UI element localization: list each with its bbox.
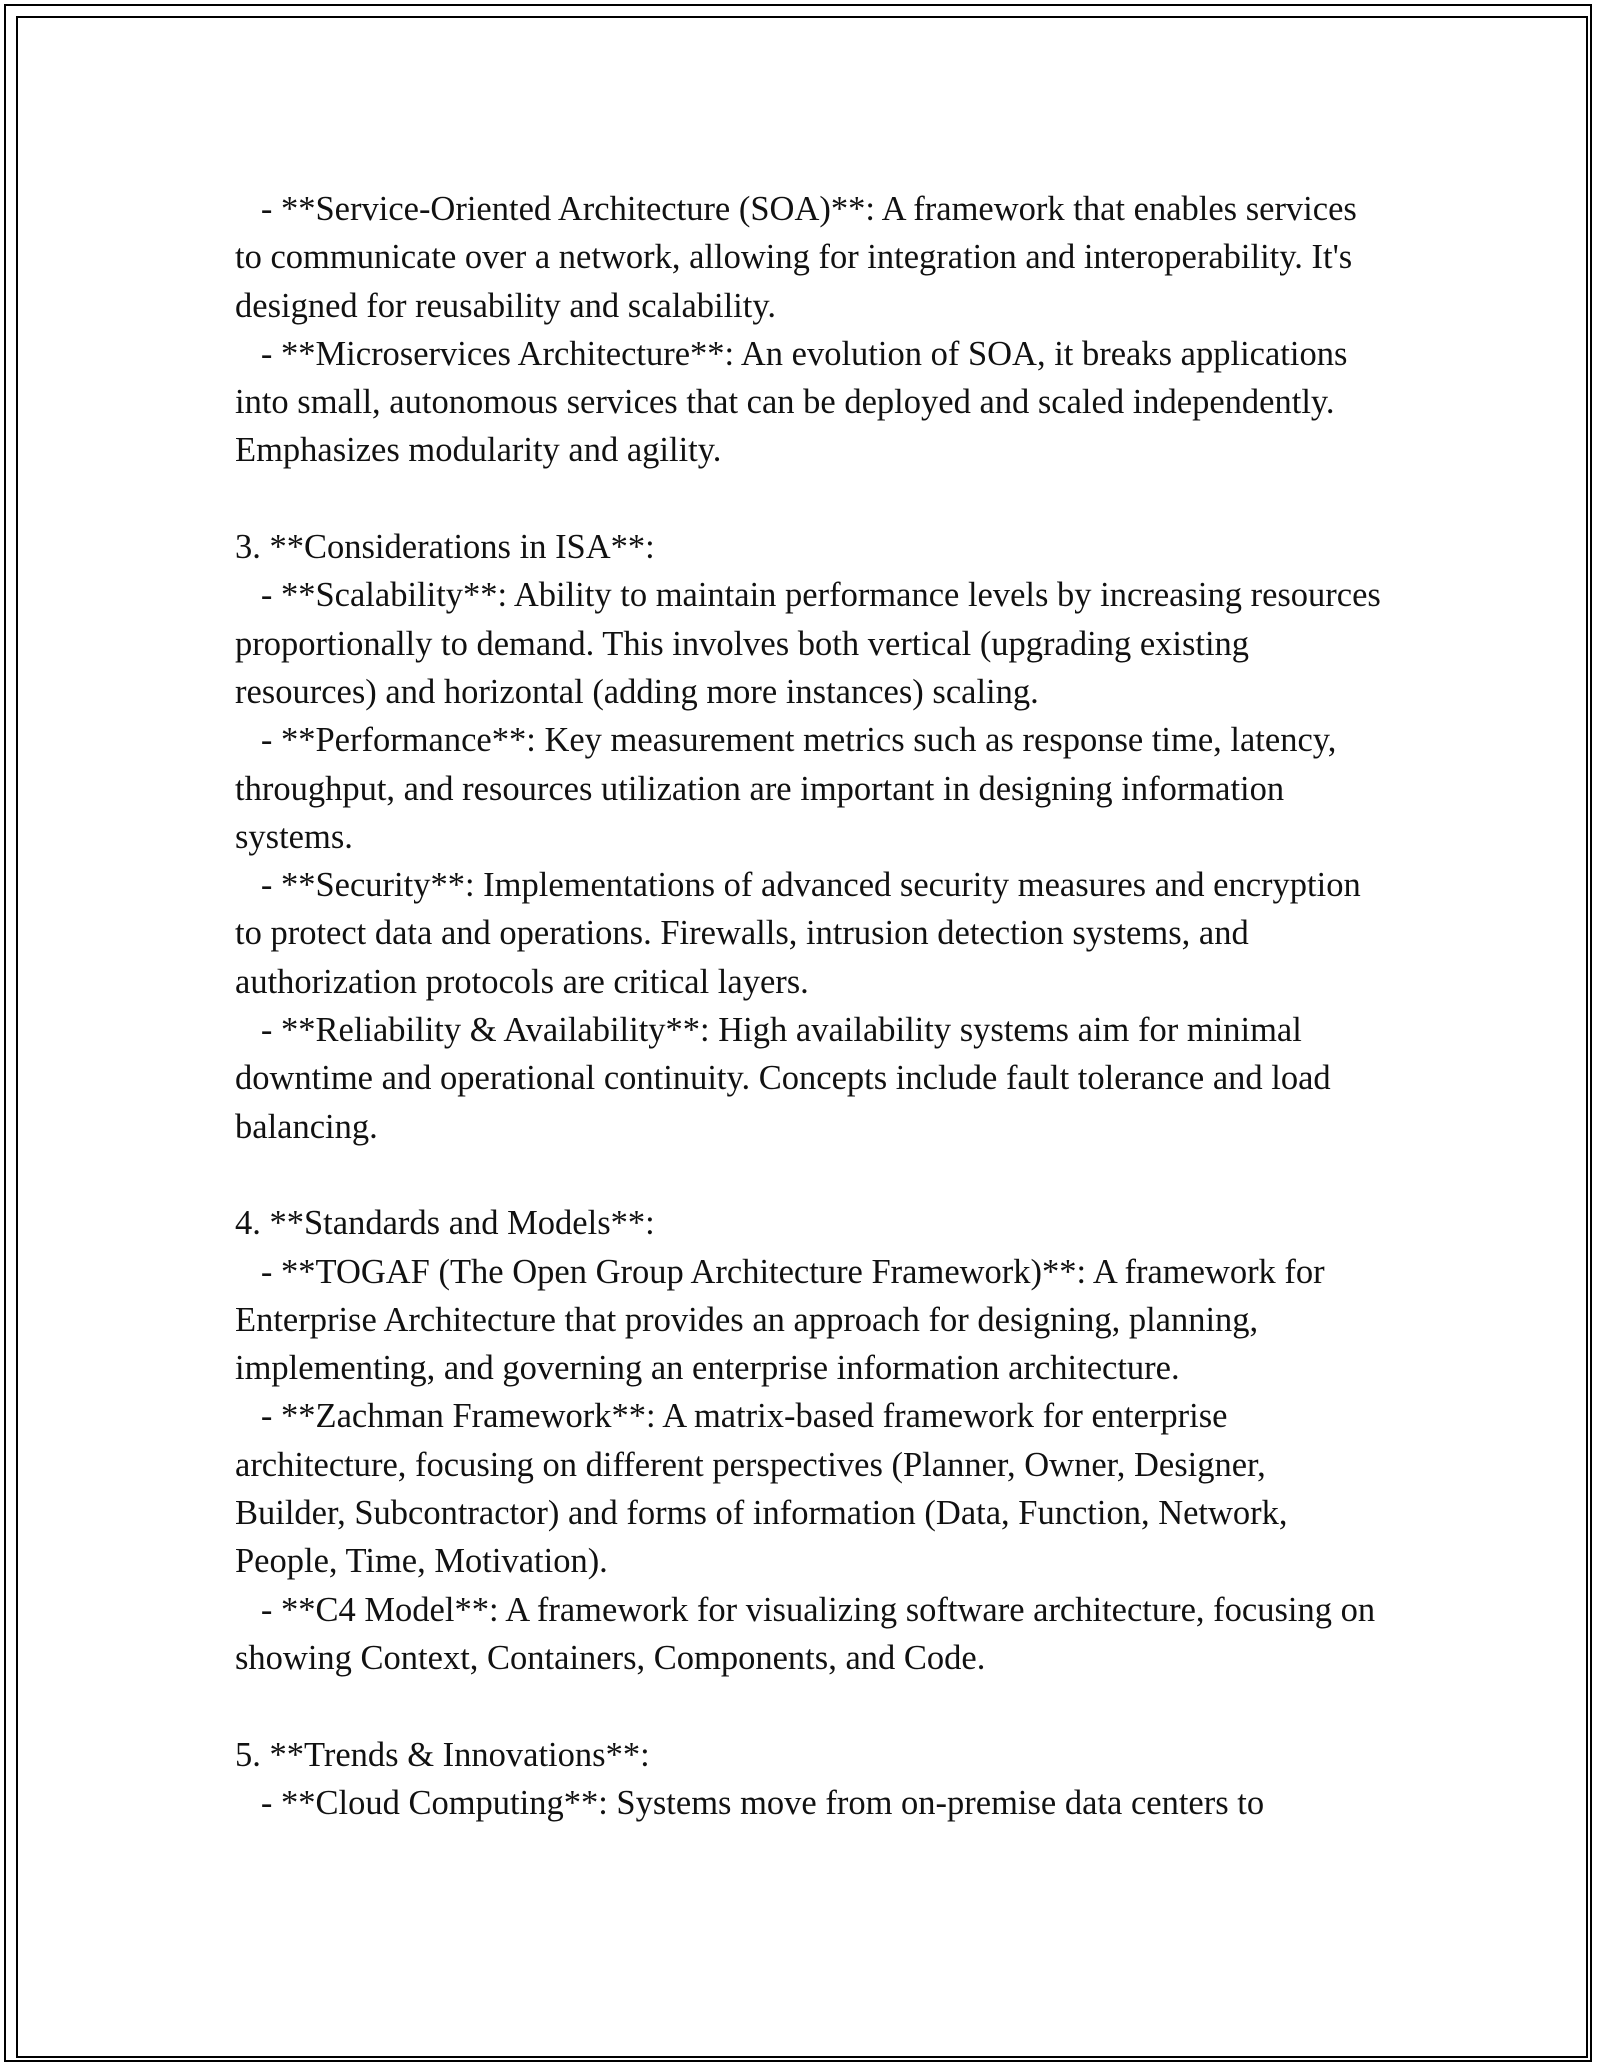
paragraph-microservices: - **Microservices Architecture**: An evolution of SOA, it breaks applications into small, autonomous services that can be deployed and scaled independently. Emphasizes modularity and agility. bbox=[235, 334, 1356, 470]
paragraph-security: - **Security**: Implementations of advanced security measures and encryption to protect data and operations. Firewalls, intrusion detection systems, and authorization protocols are critical layers. bbox=[235, 866, 1370, 1001]
paragraph-c4-model: - **C4 Model**: A framework for visualizing software architecture, focusing on showing Context, Containers, Components, and Code. bbox=[235, 1590, 1384, 1677]
paragraph-cloud-computing: - **Cloud Computing**: Systems move from on-premise data centers to bbox=[235, 1783, 1265, 1822]
document-body bbox=[235, 185, 1390, 1827]
paragraph-reliability: - **Reliability & Availability**: High availability systems aim for minimal downtime and operational continuity. Concepts include fault tolerance and load balancing. bbox=[235, 1011, 1340, 1146]
paragraph-performance: - **Performance**: Key measurement metrics such as response time, latency, throughput, and resources utilization are important in designing information systems. bbox=[235, 721, 1346, 856]
section-heading-considerations: 3. **Considerations in ISA**: bbox=[235, 528, 655, 567]
paragraph-togaf: - **TOGAF (The Open Group Architecture Framework)**: A framework for Enterprise Architecture that provides an approach for designing, planning, implementing, and governing an enterprise information architecture. bbox=[235, 1252, 1334, 1388]
paragraph-soa: - **Service-Oriented Architecture (SOA)**: A framework that enables services to communicate over a network, allowing for integration and interoperability. It's designed for reusability and scalability. bbox=[235, 190, 1366, 325]
section-heading-trends: 5. **Trends & Innovations**: bbox=[235, 1735, 650, 1774]
blank-line bbox=[235, 1151, 1385, 1199]
paragraph-scalability: - **Scalability**: Ability to maintain performance levels by increasing resources proportionally to demand. This involves both vertical (upgrading existing resources) and horizontal (adding more instances) scaling. bbox=[235, 576, 1390, 711]
section-heading-standards: 4. **Standards and Models**: bbox=[235, 1204, 655, 1243]
blank-line bbox=[235, 1682, 1385, 1730]
paragraph-zachman: - **Zachman Framework**: A matrix-based framework for enterprise architecture, focusing on different perspectives (Planner, Owner, Designer, Builder, Subcontractor) and forms of information (Data, Function, Network, People, Time, Motivation). bbox=[235, 1397, 1297, 1581]
blank-line bbox=[235, 475, 1385, 523]
